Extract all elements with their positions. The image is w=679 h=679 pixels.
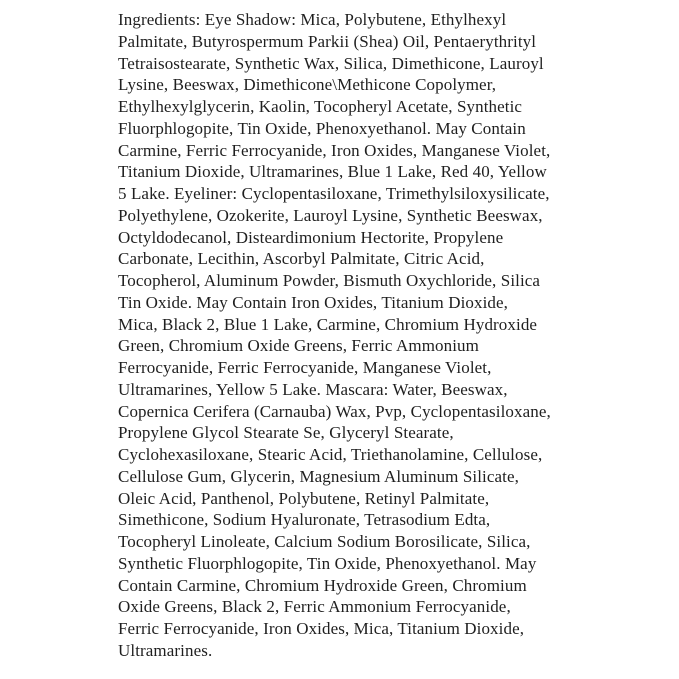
text-line: Contain Carmine, Chromium Hydroxide Green, Chromium [118, 575, 527, 595]
text-line: Ethylhexylglycerin, Kaolin, Tocopheryl Acetate, Synthetic [118, 97, 523, 116]
text-line: Synthetic Fluorphlogopite, Tin Oxide, Phenoxyethanol. May [118, 553, 537, 573]
ingredients-text-block [118, 9, 578, 662]
text-line: Green, Chromium Oxide Greens, Ferric Ammonium [118, 336, 479, 356]
text-line: Carbonate, Lecithin, Ascorbyl Palmitate, Citric Acid, [118, 249, 485, 269]
text-line: Palmitate, Butyrospermum Parkii (Shea) Oil, Pentaerythrityl [118, 31, 537, 51]
text-line: Tetraisostearate, Synthetic Wax, Silica, Dimethicone, Lauroyl [118, 53, 544, 73]
text-line: Ultramarines, Yellow 5 Lake. Mascara: Water, Beeswax, [118, 379, 508, 399]
text-line: Carmine, Ferric Ferrocyanide, Iron Oxides, Manganese Violet, [118, 140, 551, 160]
text-line: Oxide Greens, Black 2, Ferric Ammonium Ferrocyanide, [118, 597, 511, 617]
text-line: Tin Oxide. May Contain Iron Oxides, Titanium Dioxide, [118, 292, 509, 312]
text-line: Ultramarines. [118, 640, 213, 660]
text-line: Copernica Cerifera (Carnauba) Wax, Pvp, Cyclopentasiloxane, [118, 401, 551, 421]
text-line: Titanium Dioxide, Ultramarines, Blue 1 Lake, Red 40, Yellow [118, 162, 547, 182]
text-line: Propylene Glycol Stearate Se, Glyceryl Stearate, [118, 423, 454, 443]
text-line: Simethicone, Sodium Hyaluronate, Tetrasodium Edta, [118, 510, 491, 530]
text-line: 5 Lake. Eyeliner: Cyclopentasiloxane, Trimethylsiloxysilicate, [118, 184, 550, 203]
text-line: Ferric Ferrocyanide, Iron Oxides, Mica, Titanium Dioxide, [118, 619, 525, 638]
text-line: Octyldodecanol, Disteardimonium Hectorite, Propylene [118, 227, 504, 247]
text-line: Mica, Black 2, Blue 1 Lake, Carmine, Chromium Hydroxide [118, 314, 538, 334]
text-line: Cyclohexasiloxane, Stearic Acid, Triethanolamine, Cellulose, [118, 445, 543, 464]
text-line: Tocopherol, Aluminum Powder, Bismuth Oxychloride, Silica [118, 271, 541, 290]
text-line: Tocopheryl Linoleate, Calcium Sodium Borosilicate, Silica, [118, 532, 531, 551]
text-line: Ingredients: Eye Shadow: Mica, Polybutene, Ethylhexyl [118, 10, 507, 29]
text-line: Lysine, Beeswax, Dimethicone\Methicone Copolymer, [118, 75, 497, 95]
text-line: Ferrocyanide, Ferric Ferrocyanide, Manganese Violet, [118, 358, 492, 377]
text-line: Fluorphlogopite, Tin Oxide, Phenoxyethanol. May Contain [118, 118, 526, 138]
text-line: Polyethylene, Ozokerite, Lauroyl Lysine, Synthetic Beeswax, [118, 205, 543, 225]
text-line: Cellulose Gum, Glycerin, Magnesium Aluminum Silicate, [118, 466, 519, 486]
text-line: Oleic Acid, Panthenol, Polybutene, Retinyl Palmitate, [118, 488, 490, 508]
